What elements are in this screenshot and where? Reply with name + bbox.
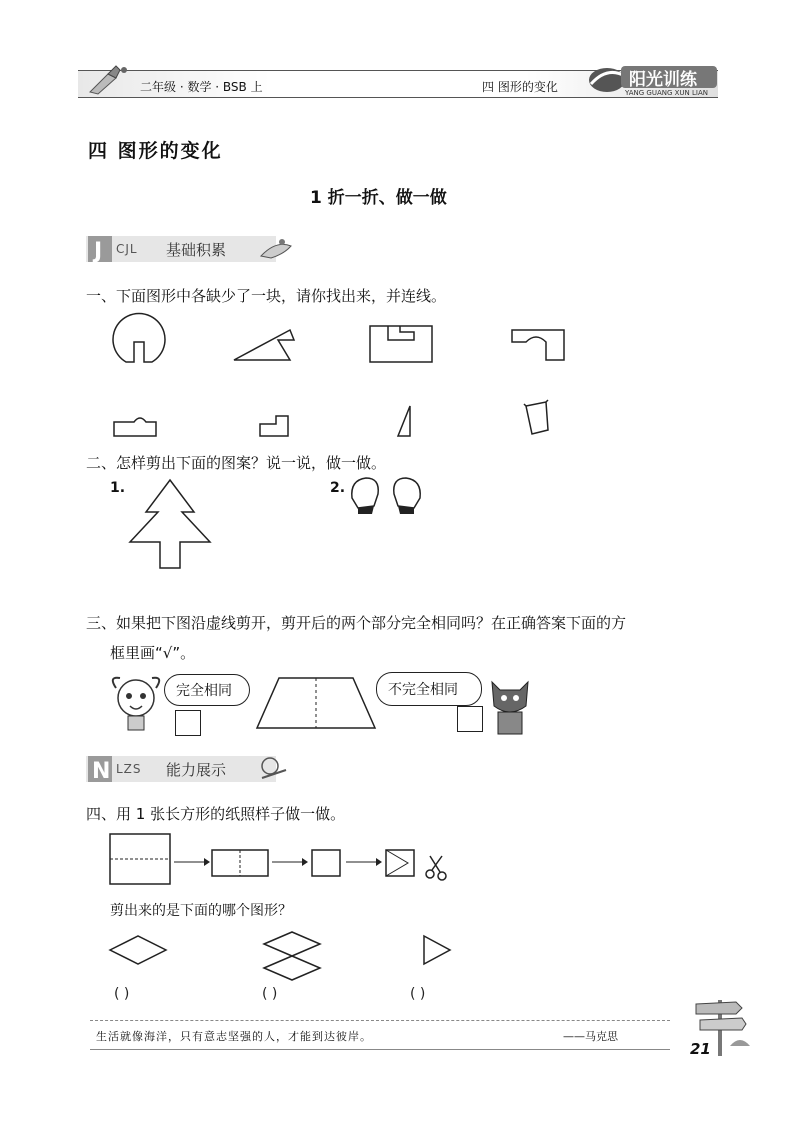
svg-text:J: J xyxy=(94,239,103,264)
folding-steps xyxy=(108,832,454,888)
piece-bump xyxy=(114,418,156,436)
yangguang-logo xyxy=(585,60,720,100)
q1-shapes xyxy=(100,312,580,447)
footer-bottom-line xyxy=(90,1049,670,1050)
question-3-line1: 三、如果把下图沿虚线剪开，剪开后的两个部分完全相同吗？在正确答案下面的方 xyxy=(86,614,627,632)
boxing-gloves-pattern xyxy=(348,474,424,518)
footer-author: ——马克思 xyxy=(563,1030,618,1043)
triangle-missing-piece xyxy=(234,330,294,360)
header-grade: 二年级 · 数学 · BSB 上 xyxy=(140,80,263,94)
section-banner-ability xyxy=(86,752,306,782)
header-unit: 四 图形的变化 xyxy=(482,80,558,94)
footer-quote: 生活就像海洋，只有意志坚强的人，才能到达彼岸。 xyxy=(96,1030,372,1043)
question-4-sub: 剪出来的是下面的哪个图形？ xyxy=(110,903,292,919)
rectangle-missing-notch xyxy=(370,326,432,362)
bubble-right-text: 不完全相同 xyxy=(388,682,458,698)
pencil-hand-icon xyxy=(86,62,136,96)
pine-tree-pattern xyxy=(120,478,220,570)
logo-cn: 阳光训练 xyxy=(629,70,697,90)
piece-step xyxy=(260,416,288,436)
wolf-character xyxy=(486,676,534,738)
page-number: 21 xyxy=(690,1040,711,1058)
question-4: 四、用 1 张长方形的纸照样子做一做。 xyxy=(86,805,346,823)
question-3-line2: 框里画“√”。 xyxy=(110,644,196,662)
trapezoid-dashed-line xyxy=(255,676,377,730)
piece-triangle xyxy=(398,406,410,436)
answer-paren-1[interactable]: ( ) xyxy=(114,986,130,1002)
bubble-left-text: 完全相同 xyxy=(176,683,232,699)
q2-item-1-label: 1. xyxy=(110,480,126,496)
sheep-character xyxy=(106,672,166,734)
section-label: 能力展示 xyxy=(166,761,227,779)
q2-item-2-label: 2. xyxy=(330,480,346,496)
answer-box-right[interactable] xyxy=(457,706,483,732)
svg-text:N: N xyxy=(92,759,111,784)
lesson-title: 1 折一折、做一做 xyxy=(310,188,447,208)
scissors-icon xyxy=(426,856,446,880)
section-banner-basic xyxy=(86,232,306,262)
section-code: CJL xyxy=(116,242,138,256)
logo-en: YANG GUANG XUN LIAN xyxy=(625,89,708,97)
answer-options-shapes xyxy=(106,928,476,986)
question-1: 一、下面图形中各缺少了一块，请你找出来，并连线。 xyxy=(86,287,447,305)
section-code: LZS xyxy=(116,762,142,776)
answer-box-left[interactable] xyxy=(175,710,201,736)
section-label: 基础积累 xyxy=(166,241,227,259)
piece-cup xyxy=(524,400,548,434)
rectangle-missing-arc xyxy=(512,330,564,360)
footer-divider xyxy=(90,1020,670,1021)
unit-title: 四 图形的变化 xyxy=(88,140,223,162)
circle-missing-piece xyxy=(113,313,165,362)
answer-paren-2[interactable]: ( ) xyxy=(262,986,278,1002)
question-2: 二、怎样剪出下面的图案？说一说，做一做。 xyxy=(86,454,387,472)
answer-paren-3[interactable]: ( ) xyxy=(410,986,426,1002)
